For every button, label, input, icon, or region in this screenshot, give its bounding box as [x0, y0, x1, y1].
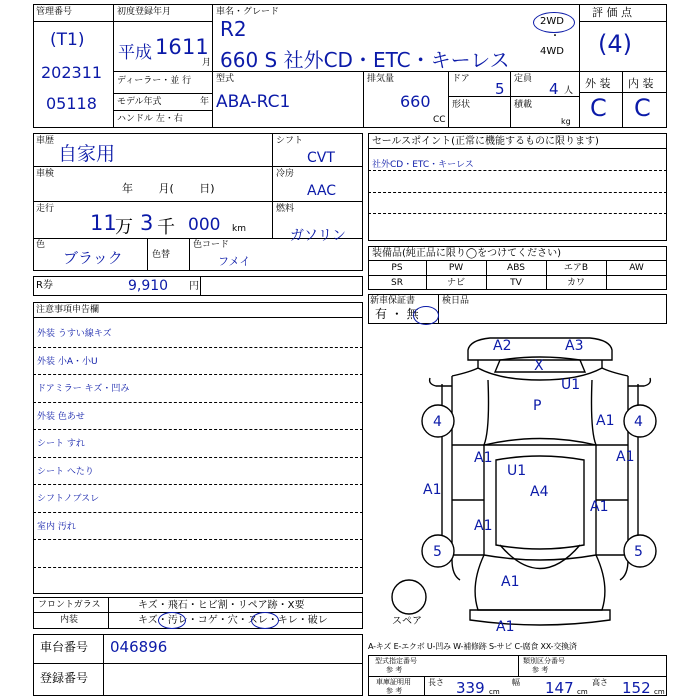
first-reg-label: 初度登録年月 [117, 7, 172, 17]
shape-label: 形状 [452, 100, 471, 110]
height: 152 [622, 679, 651, 697]
equip-navi: ナビ [446, 278, 465, 288]
equip-pw: PW [448, 263, 464, 273]
reg-month: 11 [182, 35, 209, 59]
equip-sr: SR [391, 278, 403, 288]
front-glass-label: フロントガラス [38, 600, 101, 610]
note-item: ドアミラー キズ・凹み [37, 384, 130, 394]
doors: 5 [495, 80, 505, 98]
mark-tire-rl: 5 [433, 544, 442, 560]
mileage-rest: 000 [188, 215, 221, 235]
mark-u1-top: U1 [561, 377, 581, 393]
interior-cond-label: 内装 [60, 615, 79, 625]
warranty-label: 新車保証書 [370, 296, 416, 306]
color: ブラック [63, 249, 123, 267]
mark-x: X [534, 358, 544, 374]
recycle-label: R券 [36, 280, 53, 291]
stain-circle [158, 612, 186, 629]
drive-4wd: 4WD [540, 46, 564, 57]
equip-aw: AW [629, 263, 644, 273]
legend: A-キズ E-エクボ U-凹み W-補修跡 S-サビ C-腐食 XX-交換済 [368, 642, 577, 651]
handle-label: ハンドル 左・右 [117, 114, 183, 124]
equipment-label: 装備品(純正品に限り◯をつけてください) [372, 248, 561, 259]
color-label: 色 [36, 240, 46, 250]
sales-point-1: 社外CD・ETC・キーレス [372, 160, 474, 170]
mark-a1-hood-r: A1 [596, 413, 615, 429]
kanri-number-2: 05118 [46, 94, 97, 113]
note-item: 外装 小A・小U [37, 356, 98, 367]
rear-hatch [475, 555, 605, 610]
drive-2wd: 2WD [540, 16, 564, 27]
equip-ps: PS [391, 263, 403, 273]
fuel: ガソリン [290, 228, 346, 244]
name-label: 車名・グレード [216, 7, 280, 17]
note-item: シート へたり [37, 466, 94, 477]
shaken-label: 車検 [36, 169, 55, 179]
mark-a1-fender-r: A1 [616, 449, 635, 465]
length: 339 [456, 679, 485, 697]
warranty-value: 有 ・ 無 [375, 307, 419, 321]
chassis-label: 車台番号 [40, 640, 89, 654]
type-designation-label: 型式指定番号 [375, 657, 417, 665]
cabin [484, 445, 596, 560]
door-label: ドア [452, 74, 470, 84]
model-code: ABA-RC1 [216, 92, 291, 112]
kanri-label: 管理番号 [36, 7, 73, 17]
displacement-label: 排気量 [367, 74, 395, 84]
equip-tv: TV [510, 278, 522, 288]
mileage-label: 走行 [36, 204, 55, 214]
shift: CVT [307, 150, 335, 166]
score: (4) [598, 30, 632, 58]
displacement: 660 [400, 92, 431, 111]
notes-label: 注意事項申告欄 [36, 305, 100, 315]
note-item: 外装 色あせ [37, 411, 85, 422]
model-label: 型式 [216, 74, 235, 84]
car-grade: 660 S 社外CD・ETC・キーレス [220, 48, 510, 72]
fuel-label: 燃料 [276, 204, 295, 214]
reg-label: 登録番号 [40, 671, 89, 685]
note-item: シート すれ [37, 439, 85, 449]
ac-label: 冷房 [276, 169, 295, 179]
equip-leather: カワ [566, 278, 585, 288]
capacity-label: 定員 [514, 74, 533, 84]
equip-abs: ABS [507, 263, 525, 273]
mark-a1-center: A1 [474, 518, 493, 534]
exterior-grade: C [590, 94, 607, 122]
mark-a1-door-l: A1 [423, 482, 442, 498]
model-year-label: モデル年式 [117, 97, 162, 107]
exterior-label: 外 装 [585, 77, 611, 90]
interior-cond-value: キズ・汚レ・コゲ・穴・スレ・キレ・破レ [138, 615, 328, 626]
dealer-label: ディーラー・並 行 [117, 76, 192, 86]
mileage-sen: 3 [140, 211, 154, 235]
mark-tire-rr: 5 [634, 544, 643, 560]
color-change-label: 色替 [152, 250, 171, 260]
score-label: 評 価 点 [592, 6, 632, 19]
kanri-code: (T1) [50, 30, 85, 50]
interior-label: 内 装 [628, 77, 654, 90]
note-item: 外装 うすい線キズ [37, 329, 112, 339]
color-code-label: 色コード [193, 240, 230, 250]
mark-p: P [533, 398, 542, 414]
note-item: 室内 汚れ [37, 521, 76, 532]
mark-a2: A2 [493, 338, 512, 354]
wear-circle [251, 612, 279, 629]
recycle-value: 9,910 [128, 278, 169, 294]
era: 平成 [118, 43, 152, 63]
mark-tire-fr: 4 [634, 414, 643, 430]
windshield-top [484, 439, 596, 446]
width: 147 [545, 679, 574, 697]
rear-bumper [470, 610, 610, 625]
delivery-label: 検日品 [442, 296, 470, 306]
mark-a1-door-r: A1 [590, 499, 609, 515]
mark-a3: A3 [565, 338, 584, 354]
capacity: 4 [549, 80, 559, 98]
warranty-circle [413, 306, 439, 325]
cert-label: 車庫証明用 [376, 678, 411, 686]
ac: AAC [307, 183, 337, 199]
mark-a1-fender-l: A1 [474, 450, 493, 466]
car-name: R2 [220, 17, 247, 41]
shift-label: シフト [276, 136, 304, 146]
equip-airbag: エアB [563, 263, 589, 273]
history-value: 自家用 [58, 143, 116, 165]
mark-spare-label: スペア [392, 616, 422, 627]
spare-tire [392, 580, 426, 614]
mark-a1-bottom: A1 [496, 619, 515, 635]
class-label: 類別区分番号 [523, 657, 565, 665]
front-glass-value: キズ・飛石・ヒビ割・リペア跡・X要 [138, 600, 305, 611]
kanri-number-1: 202311 [41, 63, 103, 82]
sales-label: セールスポイント(正常に機能するものに限ります) [372, 136, 599, 147]
car-diagram [368, 328, 667, 638]
chassis: 046896 [110, 638, 168, 656]
load-label: 積載 [514, 100, 533, 110]
mark-a1-rear: A1 [501, 574, 520, 590]
mark-tire-fl: 4 [433, 414, 442, 430]
history-label: 車歴 [36, 136, 55, 146]
mark-u1-roof: U1 [507, 463, 527, 479]
note-item: シフトノブスレ [37, 494, 100, 504]
color-code: フメイ [218, 255, 251, 268]
reg-year: 16 [155, 35, 182, 59]
sales-frame [368, 133, 667, 241]
interior-grade: C [634, 94, 651, 122]
mileage-man: 11 [90, 211, 117, 235]
mark-a4: A4 [530, 484, 549, 500]
shaken-fields: 年 月( 日) [122, 182, 215, 195]
